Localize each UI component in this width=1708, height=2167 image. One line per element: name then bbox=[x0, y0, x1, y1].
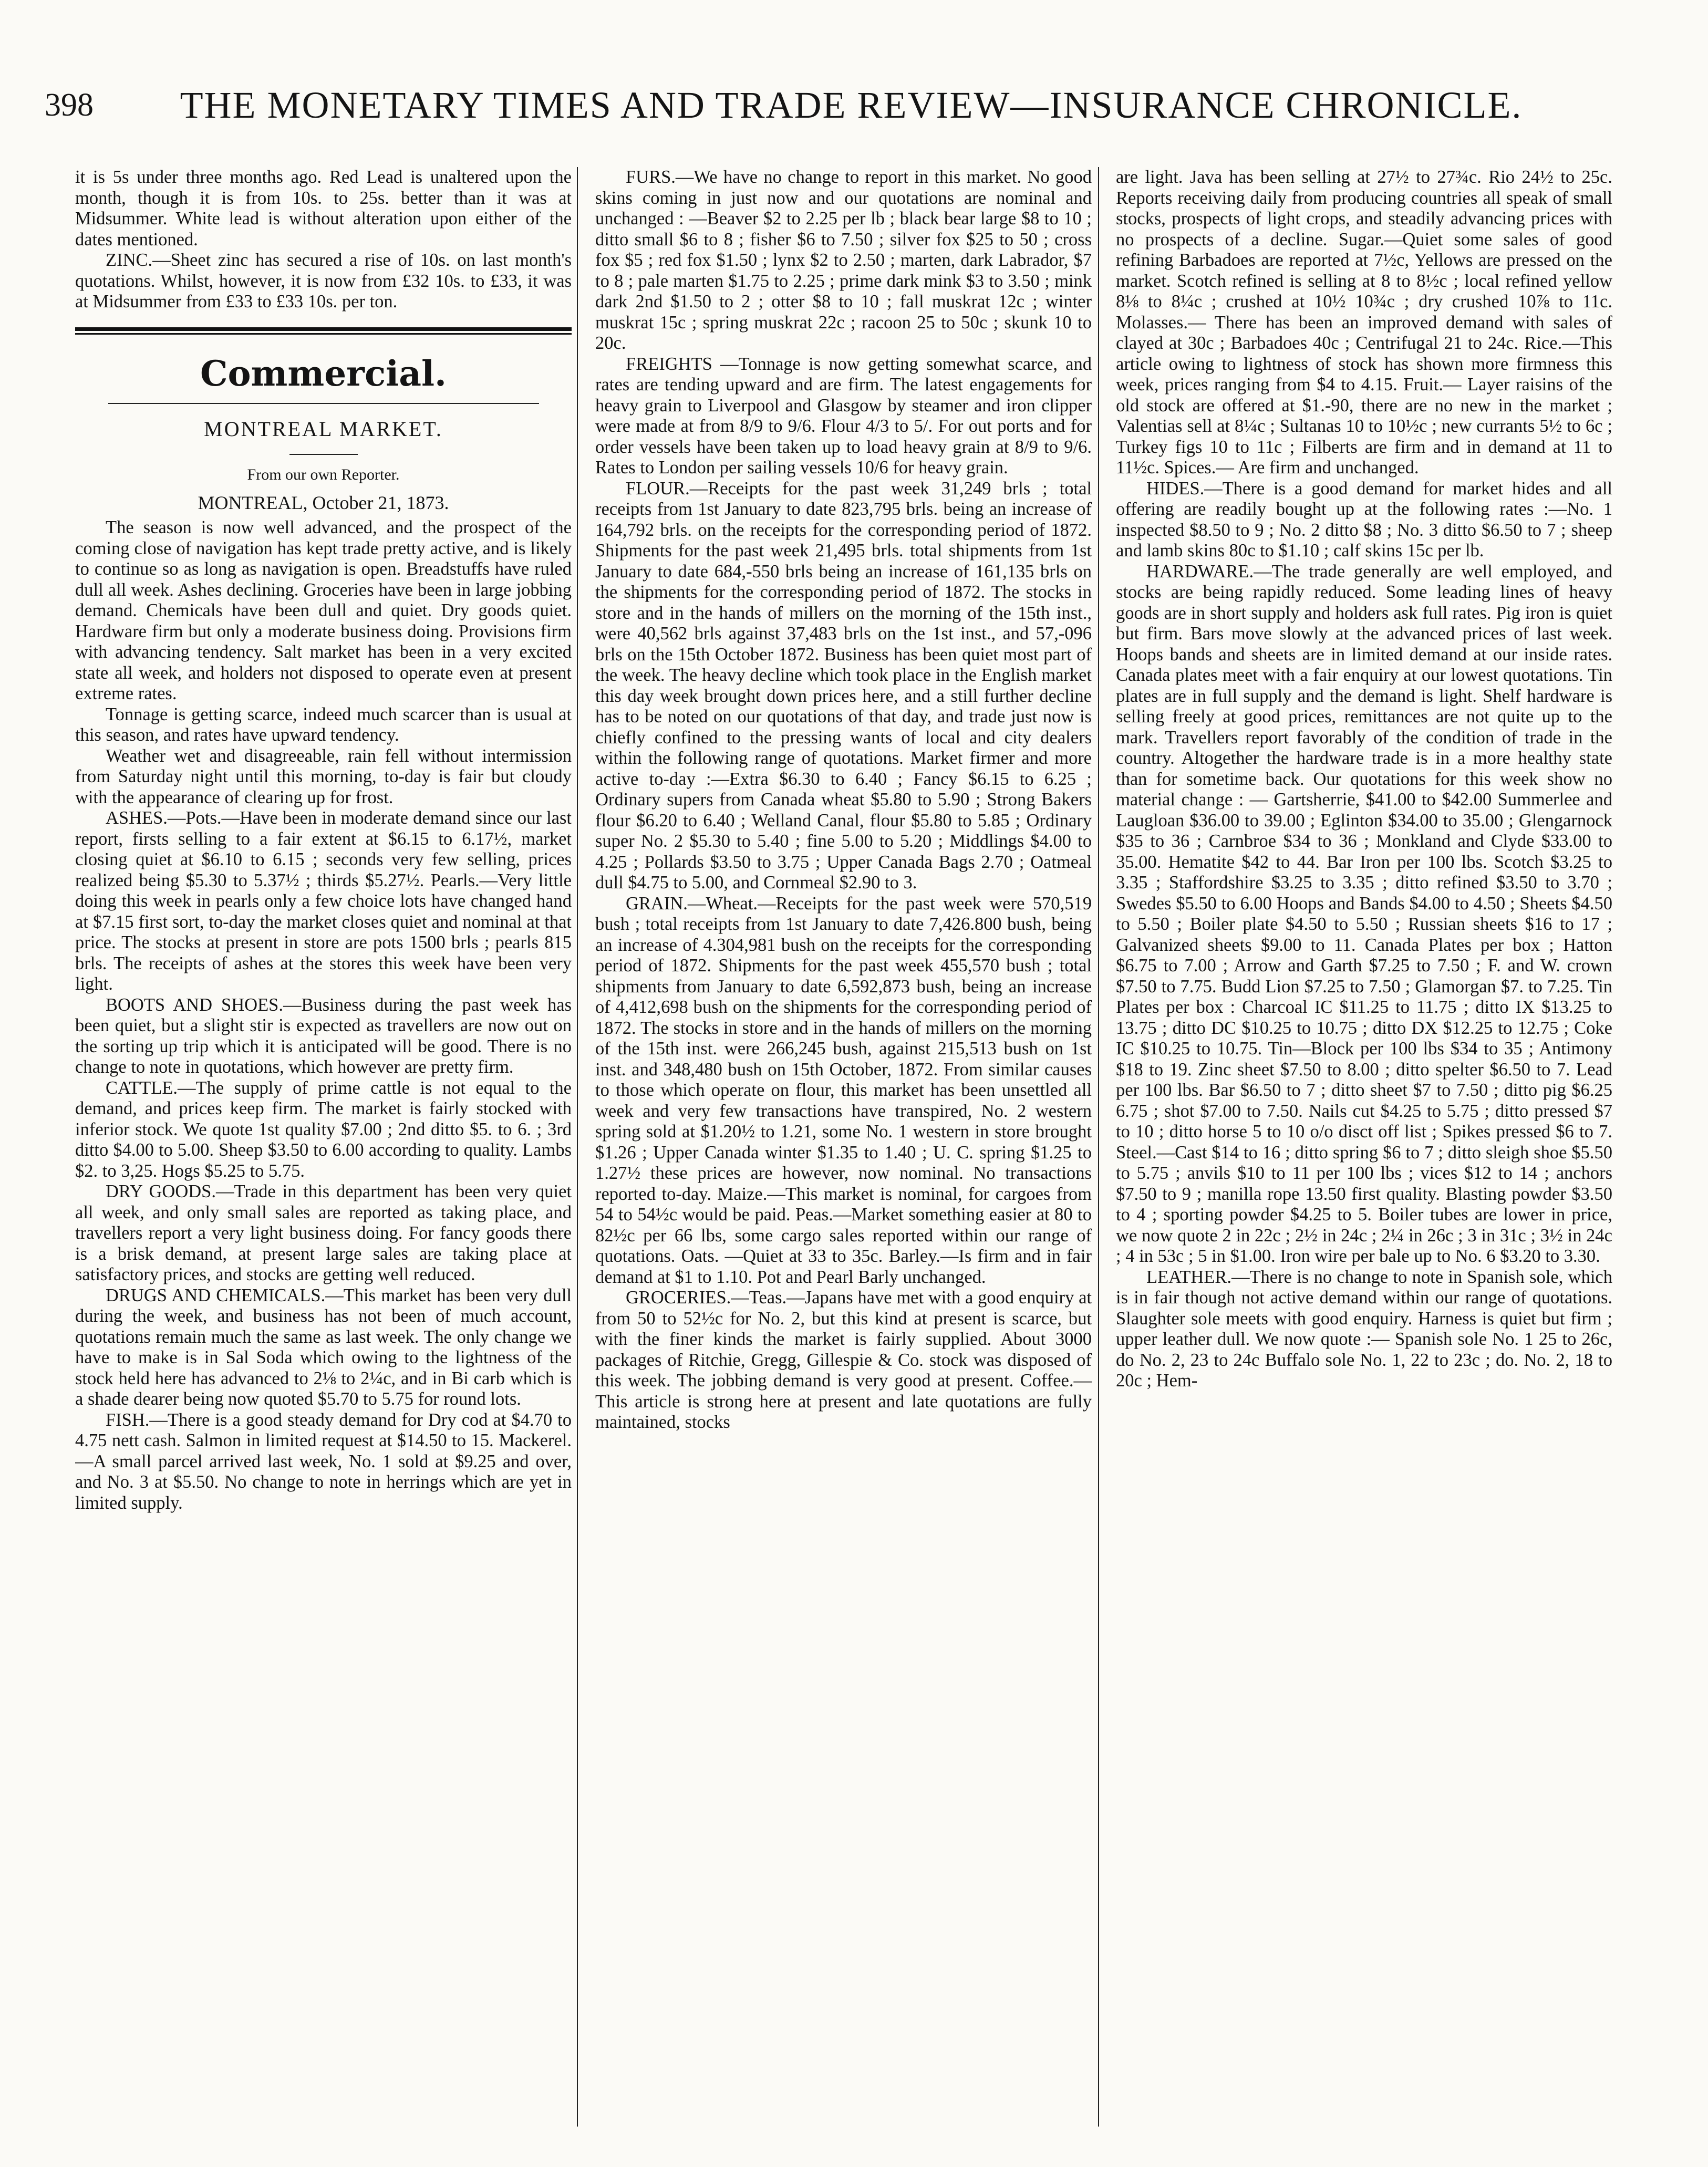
paragraph-boots-and-shoes: BOOTS AND SHOES.—Business during the past week has been quiet, but a slight stir is expected as travellers are now out on the sorting up trip which it is anticipated will be good. There is no change to note in quotations, which however are pretty firm. bbox=[75, 994, 572, 1077]
paragraph-grain: GRAIN.—Wheat.—Receipts for the past week were 570,519 bush ; total receipts from 1st January to date 7,426.800 bush, being an increase of 4.304,981 bush on the receipts for the corresponding period of 1872. Shipments for the past week 455,570 bush ; total shipments from January to date 6,592,873 bush, being an increase of 4,412,698 bush on the shipments for the corresponding period of 1872. The stocks in store and in the hands of millers on the morning of the 15th inst. were 266,245 bush, against 215,513 bush on 1st inst. and 348,480 bush on 15th October, 1872. From similar causes to those which operate on flour, this market has been unsettled all week and very few transactions have transpired, No. 2 western spring sold at $1.20½ to 1.21, some No. 1 western in store brought $1.26 ; Upper Canada winter $1.35 to 1.40 ; U. C. spring $1.25 to 1.27½ these prices are however, now nominal. No transactions reported to-day. Maize.—This market is nominal, for cargoes from 54 to 54½c would be paid. Peas.—Market something easier at 80 to 82½c per 66 lbs, some cargo sales reported within our range of quotations. Oats. —Quiet at 33 to 35c. Barley.—Is firm and in fair demand at $1 to 1.10. Pot and Pearl Barly unchanged. bbox=[595, 893, 1092, 1287]
paragraph: are light. Java has been selling at 27½ to 27¾c. Rio 24½ to 25c. Reports receiving daily from producing countries all speak of small stocks, prospects of light crops, and steadily advancing prices with no prospects of a decline. Sugar.—Quiet some sales of good refining Barbadoes are reported at 7½c, Yellows are pressed on the market. Scotch refined is selling at 8 to 8½c ; local refined yellow 8⅛ to 8¼c ; crushed at 10½ 10¾c ; dry crushed 10⅞ to 11c. Molasses.— There has been an improved demand with sales of clayed at 30c ; Barbadoes 40c ; Centrifugal 21 to 24c. Rice.—This article owing to lightness of stock has shown more firmness this week, prices ranging from $4 to 4.15. Fruit.— Layer raisins of the old stock are offered at $1.-90, there are no new in the market ; Valentias sell at 8¼c ; Sultanas 10 to 10½c ; new currants 5½ to 6c ; Turkey figs 10 to 11c ; Filberts are firm and in demand at 11 to 11½c. Spices.— Are firm and unchanged. bbox=[1116, 167, 1612, 478]
paragraph-leather: LEATHER.—There is no change to note in Spanish sole, which is in fair though not active demand within our range of quotations. Slaughter sole meets with good enquiry. Harness is quiet but firm ; upper leather dull. We now quote :— Spanish sole No. 1 25 to 26c, do No. 2, 23 to 24c Buffalo sole No. 1, 22 to 23c ; do. No. 2, 18 to 20c ; Hem- bbox=[1116, 1267, 1612, 1391]
paragraph-groceries: GROCERIES.—Teas.—Japans have met with a good enquiry at from 50 to 52½c for No. 2, but this kind at present is scarce, but with the finer kinds the market is fairly supplied. About 3000 packages of Ritchie, Gregg, Gillespie & Co. stock was disposed of this week. The jobbing demand is very good at present. Coffee.—This article is strong here at present and late quotations are fully maintained, stocks bbox=[595, 1288, 1092, 1432]
paragraph: Tonnage is getting scarce, indeed much scarcer than is usual at this season, and rates have upward tendency. bbox=[75, 704, 572, 745]
column-3 bbox=[1116, 167, 1612, 2132]
paragraph-dry-goods: DRY GOODS.—Trade in this department has been very quiet all week, and only small sales are reported as taking place, and travellers report a very light business doing. For fancy goods there is a brisk demand, at present large sales are taking place at satisfactory prices, and stocks are getting well reduced. bbox=[75, 1181, 572, 1284]
column-1 bbox=[75, 167, 572, 2132]
paragraph: Weather wet and disagreeable, rain fell without intermission from Saturday night until this morning, to-day is fair but cloudy with the appearance of clearing up for frost. bbox=[75, 745, 572, 807]
paragraph: The season is now well advanced, and the prospect of the coming close of navigation has kept trade pretty active, and is likely to continue so as long as navigation is open. Breadstuffs have ruled dull all week. Ashes declining. Groceries have been in large jobbing demand. Chemicals have been dull and quiet. Dry goods quiet. Hardware firm but only a moderate business doing. Provisions firm with advancing tendency. Salt market has been in a very excited state all week, and holders not disposed to operate even at present extreme rates. bbox=[75, 517, 572, 703]
page-number: 398 bbox=[45, 87, 94, 123]
paragraph-freights: FREIGHTS —Tonnage is now getting somewhat scarce, and rates are tending upward and are firm. The latest engagements for heavy grain to Liverpool and Glasgow by steamer and iron clipper were made at from 8/9 to 9/6. Flour 4/3 to 5/. For out ports and for order vessels have been taken up to load heavy grain at 8/9 to 9/6. Rates to London per sailing vessels 10/6 for heavy grain. bbox=[595, 354, 1092, 478]
paragraph-fish: FISH.—There is a good steady demand for Dry cod at $4.70 to 4.75 nett cash. Salmon in limited request at $14.50 to 15. Mackerel.—A small parcel arrived last week, No. 1 sold at $9.25 and over, and No. 3 at $5.50. No change to note in herrings which are yet in limited supply. bbox=[75, 1409, 572, 1513]
paragraph-cattle: CATTLE.—The supply of prime cattle is not equal to the demand, and prices keep firm. The market is fairly stocked with inferior stock. We quote 1st quality $7.00 ; 2nd ditto $5. to 6. ; 3rd ditto $4.00 to 5.00. Sheep $3.50 to 6.00 according to quality. Lambs $2. to 3,25. Hogs $5.25 to 5.75. bbox=[75, 1077, 572, 1181]
paragraph-flour: FLOUR.—Receipts for the past week 31,249 brls ; total receipts from 1st January to date 823,795 brls. being an increase of 164,792 brls. on the receipts for the corresponding period of 1872. Shipments for the past week 21,495 brls. total shipments from 1st January to date 684,-550 brls being an increase of 161,135 brls on the shipments for the corresponding period of 1872. The stocks in store and in the hands of millers on the morning of the 15th inst., were 40,562 brls against 37,483 brls on the 1st inst., and 57,-096 brls on the 15th October 1872. Business has been quiet most part of the week. The heavy decline which took place in the English market this day week brought down prices here, and a still further decline has to be noted on our quotations of that day, and trade just now is chiefly confined to the pressing wants of local and city dealers within the following range of quotations. Market firmer and more active to-day :—Extra $6.30 to 6.40 ; Fancy $6.15 to 6.25 ; Ordinary supers from Canada wheat $5.80 to 5.90 ; Strong Bakers flour $6.20 to 6.40 ; Welland Canal, flour $5.80 to 5.85 ; Ordinary super No. 2 $5.30 to 5.40 ; fine 5.00 to 5.20 ; Middlings $4.00 to 4.25 ; Pollards $3.50 to 3.75 ; Upper Canada Bags 2.70 ; Oatmeal dull $4.75 to 5.00, and Cornmeal $2.90 to 3. bbox=[595, 478, 1092, 893]
journal-title: THE MONETARY TIMES AND TRADE REVIEW—INSURANCE CHRONICLE. bbox=[180, 84, 1523, 126]
page-header bbox=[45, 79, 1579, 131]
paragraph-hardware: HARDWARE.—The trade generally are well employed, and stocks are being rapidly reduced. Some leading lines of heavy goods are in short supply and holders ask full rates. Pig iron is quiet but firm. Bars move slowly at the advanced prices of last week. Hoops bands and sheets are in limited demand at our inside rates. Canada plates meet with a fair enquiry at our lowest quotations. Tin plates are in full supply and the demand is light. Shelf hardware is selling freely at good prices, remittances are not quite up to the mark. Travellers report favorably of the condition of trade in the country. Altogether the hardware trade is in a more healthy state than for sometime back. Our quotations for this week show no material change : — Gartsherrie, $41.00 to $42.00 Summerlee and Laugloan $36.00 to 39.00 ; Eglinton $34.00 to 35.00 ; Glengarnock $35 to 36 ; Carnbroe $34 to 36 ; Monkland and Clyde $33.00 to 35.00. Hematite $42 to 44. Bar Iron per 100 lbs. Scotch $3.25 to 3.35 ; Staffordshire $3.25 to 3.35 ; ditto refined $3.50 to 3.70 ; Swedes $5.50 to 6.00 Hoops and Bands $4.00 to 4.50 ; Sheets $4.50 to 5.50 ; Boiler plate $4.50 to 5.50 ; Russian sheets $16 to 17 ; Galvanized sheets $9.00 to 11. Canada Plates per box ; Hatton $6.75 to 7.00 ; Arrow and Garth $7.25 to 7.50 ; F. and W. crown $7.50 to 7.75. Budd Lion $7.25 to 7.50 ; Glamorgan $7. to 7.25. Tin Plates per box : Charcoal IC $11.25 to 11.75 ; ditto IX $13.25 to 13.75 ; ditto DC $10.25 to 10.75 ; ditto DX $12.25 to 12.75 ; Coke IC $10.25 to 10.75. Tin—Block per 100 lbs $34 to 35 ; Antimony $18 to 19. Zinc sheet $7.50 to 8.00 ; ditto spelter $6.50 to 7. Lead per 100 lbs. Bar $6.50 to 7 ; ditto sheet $7 to 7.50 ; ditto pig $6.25 6.75 ; shot $7.00 to 7.50. Nails cut $4.25 to 5.75 ; ditto pressed $7 to 10 ; ditto horse 5 to 10 o/o disct off list ; Spikes pressed $6 to 7. Steel.—Cast $14 to 16 ; ditto spring $6 to 7 ; ditto sleigh shoe $5.50 to 5.75 ; anvils $10 to 11 per 100 lbs ; vices $12 to 14 ; anchors $7.50 to 9 ; manilla rope 13.50 first quality. Blasting powder $3.50 to 4 ; sporting powder $4.25 to 5. Boiler tubes are lower in price, we now quote 2 in 22c ; 2½ in 24c ; 2¼ in 26c ; 3 in 31c ; 3½ in 24c ; 4 in 53c ; 5 in $1.00. Iron wire per bale up to No. 6 $3.20 to 3.30. bbox=[1116, 561, 1612, 1266]
reporter-line: From our own Reporter. bbox=[247, 466, 400, 483]
column-2 bbox=[595, 167, 1092, 2132]
section-underline bbox=[108, 403, 539, 404]
column-rule-2 bbox=[1098, 167, 1099, 2127]
dateline: MONTREAL, October 21, 1873. bbox=[198, 492, 449, 513]
market-title: MONTREAL MARKET. bbox=[204, 417, 443, 441]
paragraph: ZINC.—Sheet zinc has secured a rise of 10s. on last month's quotations. Whilst, however, it is now from £32 10s. to £33, it was at Midsummer from £33 to £33 10s. per ton. bbox=[75, 250, 572, 312]
section-title: Commercial. bbox=[200, 352, 447, 394]
paragraph-ashes: ASHES.—Pots.—Have been in moderate demand since our last report, firsts selling to a fair extent at $6.15 to 6.17½, market closing quiet at $6.10 to 6.15 ; seconds very few selling, prices realized being $5.30 to 5.37½ ; thirds $5.27½. Pearls.—Very little doing this week in pearls only a few choice lots have changed hand at $7.15 first sort, to-day the market closes quiet and nominal at that price. The stocks at present in store are pots 1500 brls ; pearls 815 brls. The receipts of ashes at the stores this week have been very light. bbox=[75, 808, 572, 994]
paragraph-drugs-and-chemicals: DRUGS AND CHEMICALS.—This market has been very dull during the week, and business has not been of much account, quotations remain much the same as last week. The only change we have to make is in Sal Soda which owing to the lightness of the stock held here has advanced to 2⅛ to 2¼c, and in Bi carb which is a shade dearer being now quoted $5.70 to 5.75 for round lots. bbox=[75, 1285, 572, 1409]
paragraph-hides: HIDES.—There is a good demand for market hides and all offering are readily bought up at the following rates :—No. 1 inspected $8.50 to 9 ; No. 2 ditto $8 ; No. 3 ditto $6.50 to 7 ; sheep and lamb skins 80c to $1.10 ; calf skins 15c per lb. bbox=[1116, 478, 1612, 561]
paragraph-furs: FURS.—We have no change to report in this market. No good skins coming in just now and our quotations are nominal and unchanged : —Beaver $2 to 2.25 per lb ; black bear large $8 to 10 ; ditto small $6 to 8 ; fisher $6 to 7.50 ; silver fox $25 to 50 ; cross fox $5 ; red fox $1.50 ; lynx $2 to 2.50 ; marten, dark Labrador, $7 to 8 ; pale marten $1.75 to 2.25 ; prime dark mink $3 to 3.50 ; mink dark 2nd $1.50 to 2 ; otter $8 to 10 ; fall muskrat 12c ; winter muskrat 15c ; spring muskrat 22c ; racoon 25 to 50c ; skunk 10 to 20c. bbox=[595, 167, 1092, 353]
paragraph: it is 5s under three months ago. Red Lead is unaltered upon the month, though it is from 10s. to 25s. better than it was at Midsummer. White lead is without alteration upon either of the dates mentioned. bbox=[75, 167, 572, 250]
column-rule-1 bbox=[577, 167, 578, 2127]
short-rule bbox=[289, 454, 358, 455]
section-divider bbox=[75, 327, 572, 335]
